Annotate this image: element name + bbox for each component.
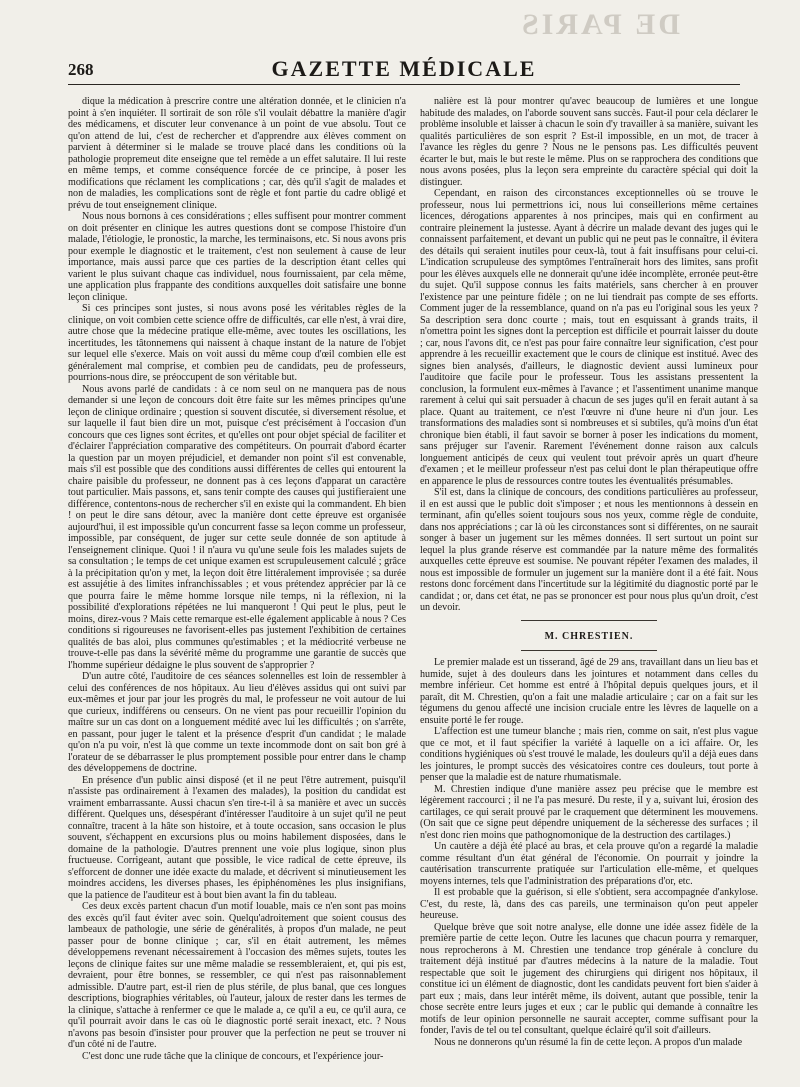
paragraph: S'il est, dans la clinique de concours, des conditions particulières au professeur, il en est aussi que le public doit s'imposer ; et nous les mentionnons à dessein en terminant, afin qu'elles soient toujours sous nos yeux, comme règle de conduite, dans nos appréciations ; car là où les circonstances sont si différentes, on ne saurait songer à baser un jugement sur les mêmes données. Il sert surtout un point sur lequel la plus grande réserve est commandée par la nature même des formalités auxquelles cette épreuve est soumise. Ne pouvant répéter l'examen des malades, il nous est impossible de formuler un jugement sur la manière dont il a été fait. Nous restons donc forcément dans l'incertitude sur la légitimité du diagnostic porté par le candidat ; or, dans cet état, ne pas se prononcer est pour nous plus qu'un droit, c'est un devoir. [420,487,758,613]
paragraph: Ces deux excès partent chacun d'un motif louable, mais ce n'en sont pas moins des excès qu'il faut éviter avec soin. Quelqu'adroitement que soient cousus des lambeaux de pathologie, une série de généralités, à propos d'un malade, ne peut passer pour de bonne clinique ; car, s'il en était autrement, les mêmes développemens revenant nécessairement à l'occasion des mêmes sujets, toutes les leçons de clinique faites sur une même maladie se ressembleraient, et, qui pis est, devraient, pour être bonnes, se ressembler, ce qui n'est pas raisonnablement admissible. D'autre part, est-il rien de plus stérile, de plus banal, que ces longues descriptions, biographies véritables, où l'auteur, jaloux de rester dans les termes de la clinique, s'attache à renfermer ce que le malade a, ce qu'il a eu, ce qu'il aura, ce qu'il pourrait avoir dans le cas où le diagnostic porté serait inexact, etc. ? Nous n'avons pas besoin d'insister pour prouver que la perfection ne peut se trouver ni d'un côté ni de l'autre. [68,901,406,1050]
paragraph: M. Chrestien indique d'une manière assez peu précise que le membre est légèrement raccourci ; il ne l'a pas mesuré. Du reste, il y a, suivant lui, érosion des cartilages, ce qui serait prouvé par le craquement que déterminent les mouvemens. (On sait que ce signe peut dépendre uniquement de la sécheresse des surfaces ; il n'est donc rien moins que pathognomonique de la destruction des cartilages.) [420,783,758,841]
section-divider [521,650,656,651]
paragraph: Il est probable que la guérison, si elle s'obtient, sera accompagnée d'ankylose. C'est, du reste, là, dans des cas pareils, une terminaison qu'on peut appeler heureuse. [420,887,758,921]
section-heading: M. CHRESTIEN. [544,630,634,642]
paragraph: nalière est là pour montrer qu'avec beaucoup de lumières et une longue habitude des malades, on l'aborde souvent sans succès. Faut-il pour cela déclarer le problème insoluble et laisser à chacun le soin d'y travailler à sa manière, suivant les qualités particulières de son esprit ? Est-il impossible, en un mot, de tracer à l'avance les règles du genre ? Nous ne le pensons pas. Les difficultés peuvent écarter le but, mais le but reste le même. Plus on se rapprochera des conditions que nous avons posées, plus la leçon sera empreinte du caractère spécial qui doit la distinguer. [420,96,758,188]
article-body [68,96,758,1081]
paragraph: En présence d'un public ainsi disposé (et il ne peut l'être autrement, puisqu'il n'assiste pas ordinairement à l'examen des malades), la position du candidat est vraiment embarrassante. Aussi chacun s'en tire-t-il à sa manière et avec un succès différent. Quelques uns, désespérant d'intéresser l'auditoire à un sujet qu'il ne peut connaître, tracent à la hâte son histoire, et à toute occasion, sans occasion le plus souvent, s'échappent en excursions plus ou moins habilement disposées, dans le domaine de la pathologie. D'autres prennent une voie plus logique, sinon plus fructueuse. Corrigeant, autant que possible, le vice radical de cette épreuve, ils s'efforcent de donner une idée exacte du malade, et décrivent si minutieusement les moindres accidens, les diverses phases, les épiphénomènes les plus insignifians, que la patience de l'auditeur est à bout bien avant la fin du tableau. [68,774,406,901]
section-divider [521,620,656,621]
right-column [420,96,758,1081]
paragraph: L'affection est une tumeur blanche ; mais rien, comme on sait, n'est plus vague que ce mot, et il faut spécifier la variété à laquelle on a ici affaire. Or, les conditions hygiéniques où s'est trouvé le malade, les douleurs qu'il a déjà eues dans les jointures, le prompt succès des vésicatoires contre ces douleurs, tout porte à penser que la maladie est de nature rhumatismale. [420,726,758,783]
paragraph: C'est donc une rude tâche que la clinique de concours, et l'expérience jour- [82,1050,384,1062]
paragraph: Le premier malade est un tisserand, âgé de 29 ans, travaillant dans un lieu bas et humide, sujet à des douleurs dans les jointures et notamment dans celles du membre inférieur. Cet homme est entré à l'hôpital depuis quelques jours, et il paraît, dit M. Chrestien, qu'on a fait une maladie articulaire ; car on a fait sur les tégumens du genou affecté une incision cruciale entre les lèvres de laquelle on a ensuite porté le fer rouge. [420,657,758,726]
journal-title: GAZETTE MÉDICALE [271,56,537,81]
bleed-through-text: DE PARIS [519,8,680,41]
paragraph: dique la médication à prescrire contre une altération donnée, et le clinicien n'a point à s'en inquiéter. Il sortirait de son rôle s'il voulait débattre la manière d'agir des médicamens, et discuter leur convenance à un point de vue absolu. Tout ce qu'on attend de lui, c'est de rechercher et d'apprendre aux élèves comment on parvient à déterminer si le malade se trouve placé dans les conditions où la pathologie propremeut dite enseigne que tel remède a un effet salutaire. Il lui reste en même temps, et comme conséquence forcée de ce principe, à poser les modifications que réclament les complications ; car, dès qu'il s'agit de malades et non de maladies, les complications sont de règle et font partie du cadre obligé et prévu de tout enseignement clinique. [68,96,406,211]
left-column [68,96,406,1081]
paragraph: Nous avons parlé de candidats : à ce nom seul on ne manquera pas de nous demander si une leçon de concours doit être faite sur les mêmes principes qu'une leçon de clinique ordinaire ; question si souvent discutée, si diversement résolue, et sur laquelle il faut bien dire un mot, puisque c'est précisément à l'occasion d'un concours que ces lignes sont écrites, et qu'elles ont pour objet spécial de faciliter et d'éclairer l'appréciation comparative des compétiteurs. On pourrait d'abord écarter la question par un moyen préjudiciel, et demander non point s'il est convenable, mais s'il est possible que des conditions aussi différentes de celles qui entourent la chaire paisible du professeur, ne donnent pas à ces leçons d'apparat un caractère tout particulier. Mais passons, et, sans tenir compte des causes qui justifieraient une différence, contentons-nous de rechercher s'il en existe qui la commandent. Eh bien ! on peut le dire sans détour, avec la manière dont cette épreuve est organisée aujourd'hui, il est impossible qu'un concurrent fasse sa leçon comme un professeur, impossible, par conséquent, de juger sur cette seule donnée de son aptitude à l'enseignement clinique. Quoi ! il n'aura vu qu'une seule fois les malades sujets de sa consultation ; le temps de cet unique examen est scrupuleusement calculé ; grâce à la précipitation qu'on y met, la leçon doit être littéralement improvisée ; sa durée est assujétie à des limites infranchissables ; et vous prétendez apprécier par là ce que pourra faire le même homme lorsque nile temps, ni la réflexion, ni la possibilité d'explorations répétées ne lui manqueront ! Qui peut le plus, peut le moins, direz-vous ? Mais cette remarque est-elle également applicable à nous ? Ces conditions si rigoureuses ne favorisent-elles pas justement l'exhibition de certaines qualités de bas aloi, plus communes qu'estimables ; et la médiocrité verbeuse ne trouve-t-elle pas dans la sévérité même du programme une garantie de succès que l'homme supérieur dédaigne le plus souvent de s'approprier ? [68,383,406,671]
paragraph: Nous nous bornons à ces considérations ; elles suffisent pour montrer comment on doit présenter en clinique les autres questions dont se compose l'histoire d'un malade, l'étiologie, le pronostic, la marche, les terminaisons, etc. Si nous avons pris pour exemple le diagnostic et le traitement, c'est non seulement à cause de leur importance, mais aussi parce que ces parties de la description étant celles qui varient le plus suivant chaque cas individuel, nous fournissaient, par cela même, une application plus frappante des conditions auxquelles doit satisfaire une bonne leçon clinique. [68,211,406,303]
page-number: 268 [68,60,94,79]
paragraph: Un cautère a déjà été placé au bras, et cela prouve qu'on a regardé la maladie comme résultant d'un état général de l'économie. On pourrait y joindre la cautérisation transcurrente pratiquée sur l'articulation elle-même, et quelques moyens internes, tels que l'administration des préparations d'or, etc. [420,841,758,887]
paragraph: Quelque brève que soit notre analyse, elle donne une idée assez fidèle de la première partie de cette leçon. Outre les lacunes que chacun pourra y remarquer, nous reprocherons à M. Chrestien une tendance trop générale à conclure du traitement déjà institué par d'autres médecins à la nature de la maladie. Tout respectable que soit le jugement des chirurgiens qui dirigent nos hôpitaux, il constitue ici un élément de diagnostic, dont les candidats peuvent fort bien s'aider à part eux ; mais, dans leur intérêt même, ils doivent, autant que possible, tenir la chose secrète entre leurs juges et eux ; car le public qui demande à connaître les motifs de leur opinion personnelle ne saurait accepter, comme suffisant pour la fonder, l'avis de tel ou tel consultant, quelque éclairé qu'il soit d'ailleurs. [420,921,758,1036]
paragraph: Nous ne donnerons qu'un résumé la fin de cette leçon. A propos d'un malade [434,1036,743,1048]
paragraph: D'un autre côté, l'auditoire de ces séances solennelles est loin de ressembler à celui des conférences de nos hôpitaux. Au lieu d'élèves assidus qui ont suivi par eux-mêmes et jour par jour les progrès du mal, le professeur ne voit autour de lui que curieux, indifférens ou censeurs. On ne vient pas pour recueillir l'opinion du maître sur un cas dont on a longuement médité avec lui les difficultés ; on s'arrête, en passant, pour juger le talent et la présence d'esprit d'un candidat ; le malade qu'on n'a pu voir, n'est là que comme un texte incommode dont on sait bon gré à l'orateur de se débarrasser le plus promptement possible pour entrer dans le champ des développemens de doctrine. [68,671,406,774]
paragraph: Cependant, en raison des circonstances exceptionnelles où se trouve le professeur, nous lui permettrions ici, nous lui conseillerions même certaines licences, dérogations apparentes à nos principes, mais qui en confirment au contraire pleinement la justesse. Ayant à décrire un malade devant des juges qui le connaissent parfaitement, et devant un public qui ne peut pas le connaître, il évitera des détails qui seraient inutiles pour ceux-là, tout à fait insuffisans pour celui-ci. L'indication scrupuleuse des symptômes l'entraînerait hors des limites, sans profit pour les élèves auxquels elle ne donnerait qu'une idée incomplète, erronée peut-être du sujet. Qu'il suppose connus les faits matériels, sans chercher à en prouver l'existence par une peinture fidèle ; on ne lui tiendrait pas compte de ses efforts. Comment juger de la ressemblance, quand on n'a pas eu l'original sous les yeux ? Sa description sera donc courte ; mais, tout en esquissant à grands traits, il n'omettra point les signes dont la perception est difficile et pourrait laisser du doute ; car, nous l'avons dit, ce n'est pas pour faire connaître leur signification, c'est pour apprendre à les recueillir exactement que le cours de clinique est institué. Avec des signes bien analysés, d'ailleurs, le diagnostic devient aussi lumineux pour l'auditoire que facile pour le professeur. Tous les assistans pressentent la conclusion, la formulent eux-mêmes à l'avance ; et l'assentiment unanime manque rarement à celui qui sait persuader à chacun de ses juges qu'il en ferait autant à sa place. Quant au traitement, ce n'est l'œuvre ni d'une heure ni d'un jour. Les transformations des maladies sont si nombreuses et si subtiles, qu'à moins d'un état chronique bien établi, il faut savoir se borner à poser les indications du moment, sans préjuger sur l'avenir. Rarement l'événement donne raison aux calculs longuement anticipés de ceux qui veulent tout prévoir après un quart d'heure d'examen ; et le meilleur professeur n'est pas celui dont le plan thérapeutique offre en apparence le plus de ressources contre toutes les éventualités présumables. [420,188,758,487]
paragraph: Si ces principes sont justes, si nous avons posé les véritables règles de la clinique, on voit combien cette science offre de difficultés, car elle n'est, à vrai dire, autre chose que la médecine pratique elle-même, avec toutes les oscillations, les incertitudes, les tâtonnemens qui naissent à chaque instant de la nature de l'objet sur lequel elle s'exerce. Mais on voit aussi du même coup d'œil combien elle est généralement mal comprise, et combien peu de candidats, peu de professeurs, pourrions-nous dire, se préoccupent de son véritable but. [68,303,406,383]
page-header [68,58,740,85]
